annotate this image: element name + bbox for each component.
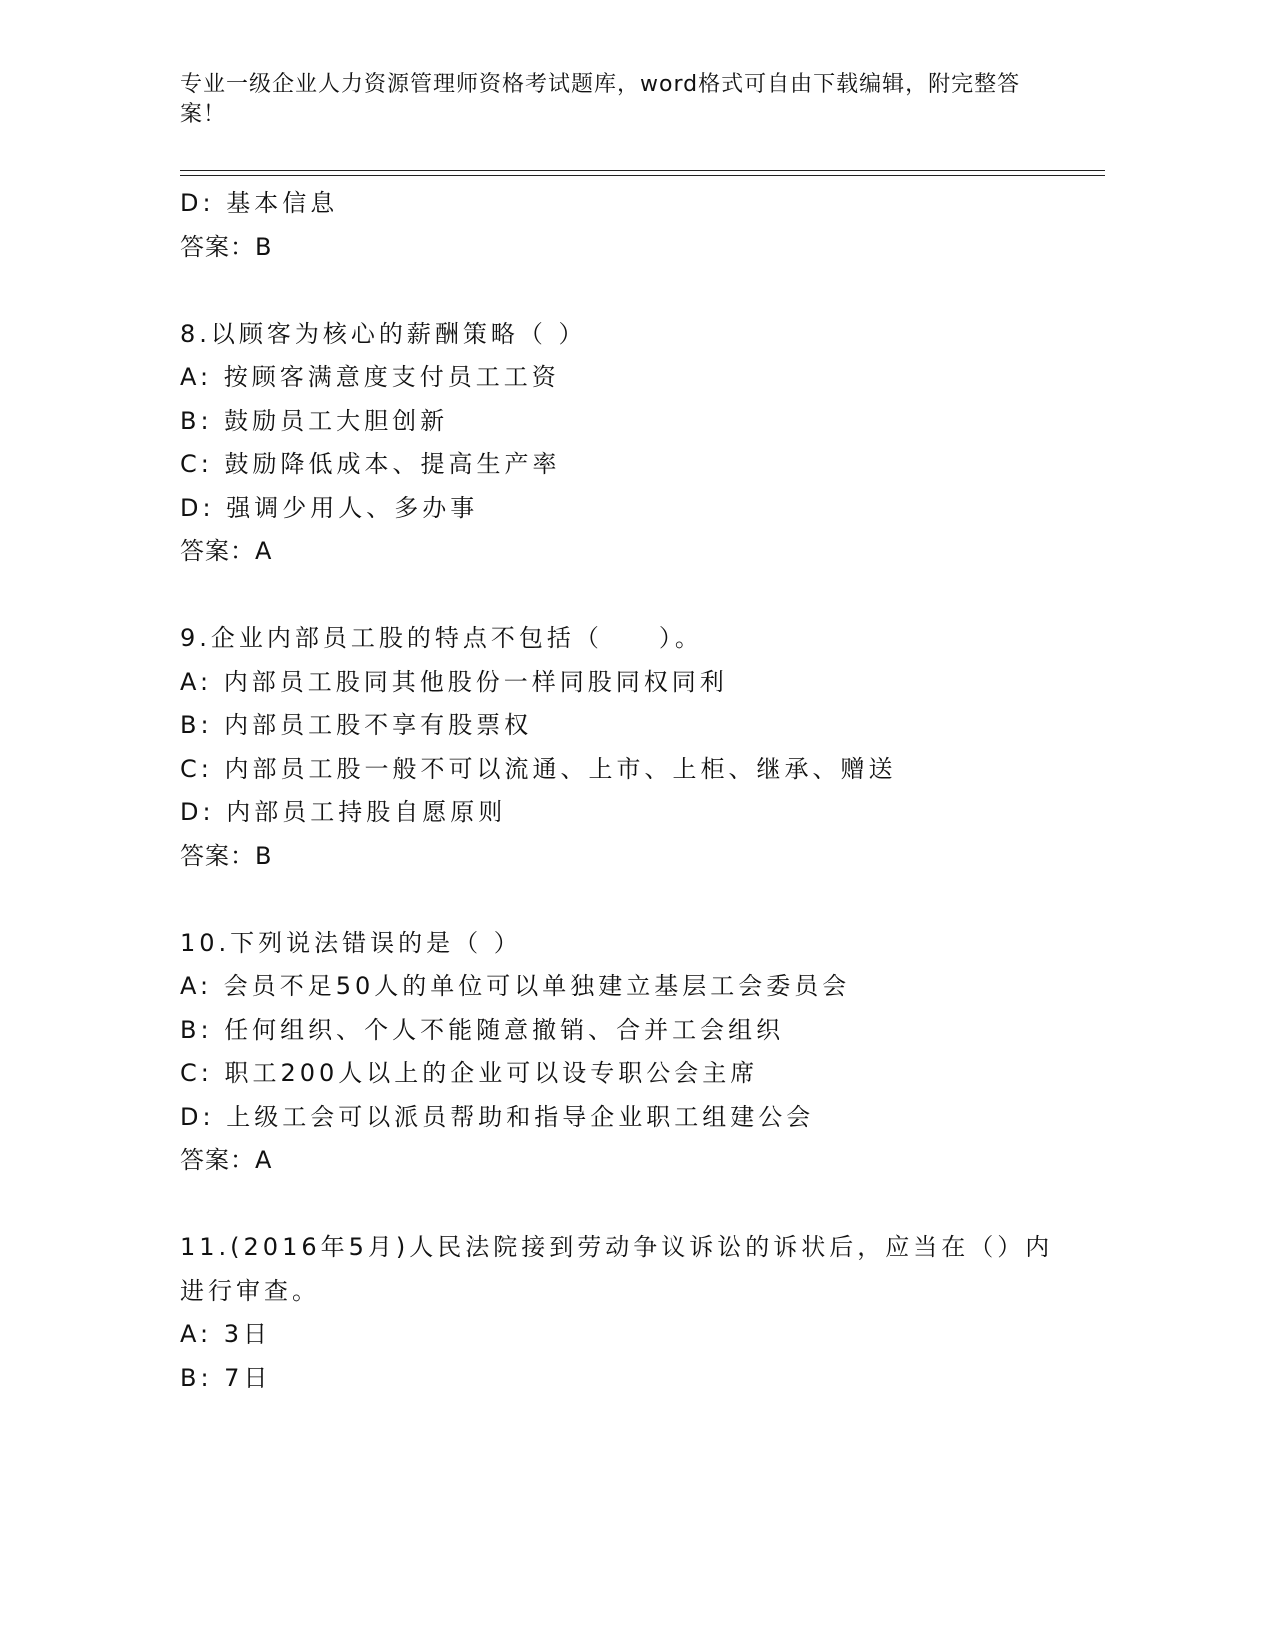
question-text-line-1: 11.(2016年5月)人民法院接到劳动争议诉讼的诉状后，应当在（）内 (180, 1233, 1054, 1261)
option-c: C: 职工200人以上的企业可以设专职公会主席 (180, 1059, 759, 1087)
answer: 答案：B (180, 841, 273, 870)
answer: 答案：A (180, 1146, 273, 1174)
header-rule-top (180, 170, 1105, 171)
prev-answer: 答案：B (180, 232, 273, 261)
option-a: A: 会员不足50人的单位可以单独建立基层工会委员会 (180, 972, 851, 1000)
question-11 (180, 1226, 1080, 1400)
document-header: 专业一级企业人力资源管理师资格考试题库，word格式可自由下载编辑，附完整答案！ (180, 72, 1021, 127)
option-d: D: 强调少用人、多办事 (180, 493, 479, 522)
spacer (180, 878, 1080, 922)
spacer (180, 269, 1080, 313)
question-text-line-2: 进行审查。 (180, 1276, 320, 1305)
option-b: B: 7日 (180, 1363, 272, 1392)
option-c: C: 鼓励降低成本、提高生产率 (180, 450, 561, 478)
question-text: 10.下列说法错误的是（ ） (180, 928, 522, 957)
option-d: D: 内部员工持股自愿原则 (180, 798, 507, 826)
header-rule-bottom (180, 175, 1105, 176)
spacer (180, 574, 1080, 618)
answer: 答案：A (180, 537, 273, 565)
option-b: B: 任何组织、个人不能随意撤销、合并工会组织 (180, 1015, 785, 1044)
prev-option-d: D: 基本信息 (180, 189, 339, 217)
question-10 (180, 922, 1080, 1183)
option-b: B: 内部员工股不享有股票权 (180, 711, 533, 739)
option-a: A: 3日 (180, 1320, 271, 1348)
question-8 (180, 313, 1080, 574)
option-a: A: 内部员工股同其他股份一样同股同权同利 (180, 667, 728, 696)
option-b: B: 鼓励员工大胆创新 (180, 406, 449, 435)
option-a: A: 按顾客满意度支付员工工资 (180, 363, 560, 391)
spacer (180, 1183, 1080, 1227)
question-9 (180, 617, 1080, 878)
question-list (180, 182, 1080, 1400)
question-text: 8.以顾客为核心的薪酬策略（ ） (180, 319, 587, 348)
question-text: 9.企业内部员工股的特点不包括（ ）。 (180, 624, 703, 652)
option-d: D: 上级工会可以派员帮助和指导企业职工组建公会 (180, 1102, 815, 1131)
option-c: C: 内部员工股一般不可以流通、上市、上柜、继承、赠送 (180, 754, 897, 783)
